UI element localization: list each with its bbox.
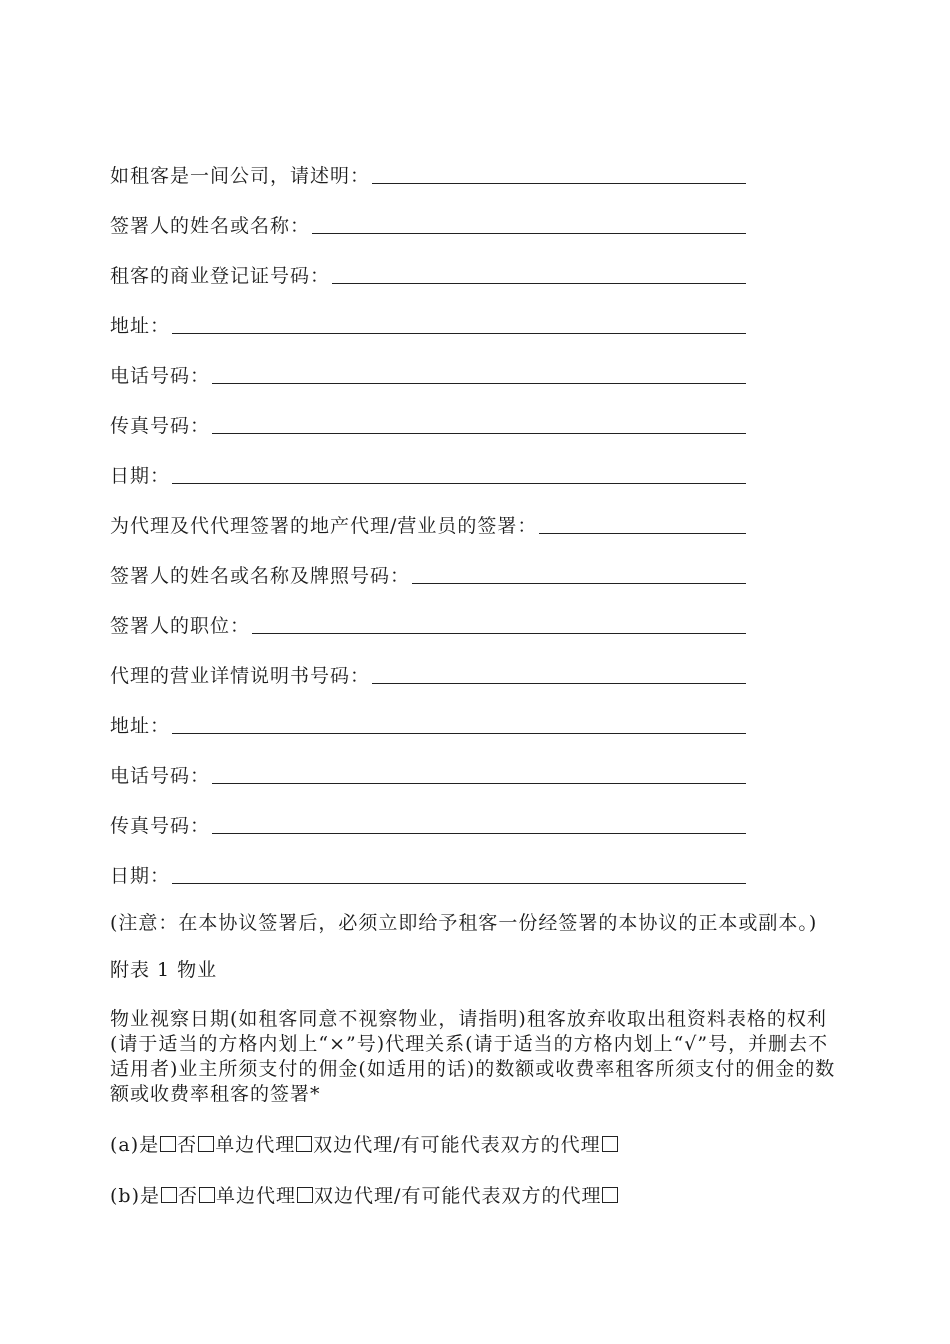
schedule-description: 物业视察日期(如租客同意不视察物业，请指明)租客放弃收取出租资料表格的权利(请于适当的方格内划上“×”号)代理关系(请于适当的方格内划上“√”号，并删去不适用者)业主所须支付的佣金(如适用的话)的数额或收费率租客所须支付的佣金的数额或收费率租客的签署* [110, 1008, 836, 1105]
field-label: 传真号码： [110, 815, 211, 837]
agent-fax-blank-line[interactable] [212, 832, 746, 834]
agent-position-field [110, 590, 746, 640]
field-label: 为代理及代代理签署的地产代理/营业员的签署： [110, 515, 538, 537]
dual-agency-checkbox[interactable] [602, 1187, 618, 1203]
schedule-title: 附表 1 物业 [110, 959, 218, 981]
signatory-name-field [110, 190, 746, 240]
no-checkbox[interactable] [199, 1187, 215, 1203]
field-label: 日期： [110, 465, 171, 487]
signing-note: (注意：在本协议签署后，必须立即给予租客一份经签署的本协议的正本或副本。) [110, 912, 818, 934]
field-label: 地址： [110, 315, 171, 337]
agent-address-field [110, 690, 746, 740]
field-label: 电话号码： [110, 365, 211, 387]
field-label: 地址： [110, 715, 171, 737]
field-label: 如租客是一间公司，请述明： [110, 165, 371, 187]
tenant-phone-field [110, 340, 746, 390]
field-label: 传真号码： [110, 415, 211, 437]
agent-fax-field [110, 790, 746, 840]
agent-signatory-license-blank-line[interactable] [412, 582, 746, 584]
option-row-a [110, 1133, 846, 1158]
signatory-name-blank-line[interactable] [312, 232, 746, 234]
tenant-phone-blank-line[interactable] [212, 382, 746, 384]
dual-agency-label: 双边代理/有可能代表双方的代理 [314, 1185, 602, 1207]
agent-phone-blank-line[interactable] [212, 782, 746, 784]
option-prefix: (b) [110, 1185, 140, 1207]
yes-label: 是 [140, 1185, 161, 1207]
company-field [110, 140, 746, 190]
no-label: 否 [178, 1185, 199, 1207]
business-registration-blank-line[interactable] [332, 282, 746, 284]
option-prefix: (a) [110, 1134, 140, 1156]
yes-checkbox[interactable] [161, 1187, 177, 1203]
field-label: 签署人的姓名或名称： [110, 215, 311, 237]
single-agency-checkbox[interactable] [296, 1136, 312, 1152]
field-label: 代理的营业详情说明书号码： [110, 665, 371, 687]
field-label: 日期： [110, 865, 171, 887]
yes-checkbox[interactable] [160, 1136, 176, 1152]
business-registration-field [110, 240, 746, 290]
agent-statement-number-blank-line[interactable] [372, 682, 746, 684]
company-blank-line[interactable] [372, 182, 746, 184]
agent-address-blank-line[interactable] [172, 732, 746, 734]
tenant-section [110, 140, 846, 490]
document-page [110, 140, 846, 1209]
agent-signatory-license-field [110, 540, 746, 590]
dual-agency-checkbox[interactable] [602, 1136, 618, 1152]
tenant-fax-field [110, 390, 746, 440]
agent-date-field [110, 840, 746, 890]
agent-date-blank-line[interactable] [172, 882, 746, 884]
agent-position-blank-line[interactable] [252, 632, 746, 634]
yes-label: 是 [139, 1134, 160, 1156]
option-row-b [110, 1184, 846, 1209]
dual-agency-label: 双边代理/有可能代表双方的代理 [313, 1134, 601, 1156]
tenant-fax-blank-line[interactable] [212, 432, 746, 434]
tenant-date-field [110, 440, 746, 490]
field-label: 签署人的姓名或名称及牌照号码： [110, 565, 411, 587]
field-label: 签署人的职位： [110, 615, 251, 637]
agent-signature-field [110, 490, 746, 540]
field-label: 电话号码： [110, 765, 211, 787]
tenant-date-blank-line[interactable] [172, 482, 746, 484]
tenant-address-blank-line[interactable] [172, 332, 746, 334]
no-checkbox[interactable] [198, 1136, 214, 1152]
agent-phone-field [110, 740, 746, 790]
no-label: 否 [177, 1134, 198, 1156]
agent-statement-number-field [110, 640, 746, 690]
single-agency-label: 单边代理 [215, 1134, 296, 1156]
field-label: 租客的商业登记证号码： [110, 265, 331, 287]
agent-section [110, 490, 846, 890]
single-agency-checkbox[interactable] [297, 1187, 313, 1203]
tenant-address-field [110, 290, 746, 340]
single-agency-label: 单边代理 [216, 1185, 297, 1207]
agent-signature-blank-line[interactable] [539, 532, 746, 534]
